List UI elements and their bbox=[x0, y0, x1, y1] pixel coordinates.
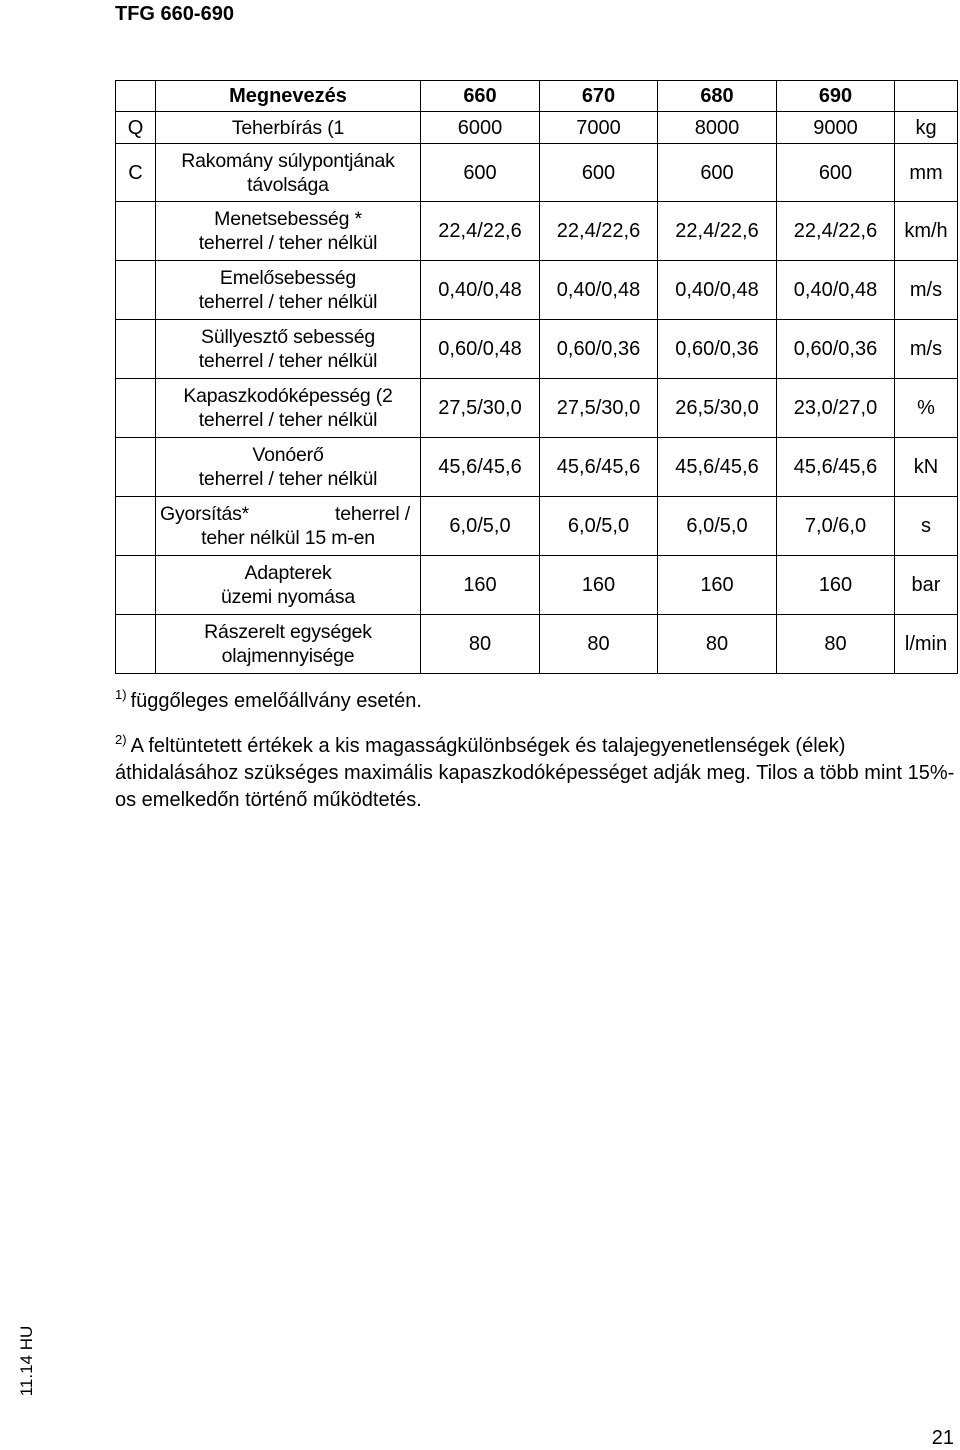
row-value: 600 bbox=[421, 144, 540, 202]
row-value: 22,4/22,6 bbox=[777, 202, 895, 261]
row-value: 22,4/22,6 bbox=[658, 202, 777, 261]
row-unit: % bbox=[895, 379, 958, 438]
row-value: 6,0/5,0 bbox=[421, 497, 540, 556]
row-code: Q bbox=[116, 112, 156, 144]
table-row bbox=[116, 112, 958, 144]
row-value: 0,60/0,48 bbox=[421, 320, 540, 379]
row-code bbox=[116, 556, 156, 615]
row-value: 600 bbox=[540, 144, 658, 202]
row-value: 7,0/6,0 bbox=[777, 497, 895, 556]
row-label bbox=[156, 556, 421, 615]
row-value: 160 bbox=[540, 556, 658, 615]
row-value: 9000 bbox=[777, 112, 895, 144]
row-label bbox=[156, 379, 421, 438]
document-code: 11.14 HU bbox=[17, 1325, 36, 1397]
footnote bbox=[115, 733, 960, 814]
row-unit: l/min bbox=[895, 615, 958, 674]
row-label-line: Adapterek bbox=[244, 562, 332, 584]
table-row bbox=[116, 497, 958, 556]
row-label-line: Menetsebesség * bbox=[214, 208, 362, 230]
row-value: 0,60/0,36 bbox=[658, 320, 777, 379]
header-model: 670 bbox=[540, 81, 658, 112]
row-label-line: Rászerelt egységek bbox=[204, 621, 372, 643]
row-label-line: teherrel / teher nélkül bbox=[198, 468, 378, 490]
row-value: 7000 bbox=[540, 112, 658, 144]
row-label-line: teherrel / teher nélkül bbox=[198, 409, 378, 431]
row-value: 80 bbox=[421, 615, 540, 674]
row-value: 6,0/5,0 bbox=[540, 497, 658, 556]
row-value: 80 bbox=[777, 615, 895, 674]
row-value: 22,4/22,6 bbox=[540, 202, 658, 261]
header-model: 690 bbox=[777, 81, 895, 112]
row-value: 26,5/30,0 bbox=[658, 379, 777, 438]
row-label-line: üzemi nyomása bbox=[221, 586, 355, 608]
row-value: 0,60/0,36 bbox=[540, 320, 658, 379]
table-row bbox=[116, 202, 958, 261]
row-value: 160 bbox=[421, 556, 540, 615]
table-row bbox=[116, 379, 958, 438]
row-value: 600 bbox=[777, 144, 895, 202]
row-label-line: Teherbírás (1 bbox=[231, 116, 345, 139]
table-header-row bbox=[116, 81, 958, 112]
row-label-line: távolsága bbox=[247, 173, 329, 196]
footnote-text: A feltüntetett értékek a kis magasságkülönbségek és talajegyenetlenségek (élek) áthidalásához szükséges maximális kapaszkodóképességet adják meg. Tilos a több mint 15%-os emelkedőn történő működtetés. bbox=[115, 735, 955, 811]
row-value: 45,6/45,6 bbox=[777, 438, 895, 497]
row-label-line: teherrel / teher nélkül bbox=[198, 232, 378, 254]
row-value: 0,40/0,48 bbox=[421, 261, 540, 320]
row-unit: m/s bbox=[895, 320, 958, 379]
row-unit: bar bbox=[895, 556, 958, 615]
row-label-line: teher nélkül 15 m-en bbox=[201, 527, 375, 549]
row-unit: mm bbox=[895, 144, 958, 202]
row-unit: m/s bbox=[895, 261, 958, 320]
header-unit-cell bbox=[895, 81, 958, 112]
row-value: 600 bbox=[658, 144, 777, 202]
row-value: 23,0/27,0 bbox=[777, 379, 895, 438]
row-value: 0,40/0,48 bbox=[658, 261, 777, 320]
row-value: 27,5/30,0 bbox=[540, 379, 658, 438]
table-row bbox=[116, 261, 958, 320]
row-label-line: Emelősebesség bbox=[219, 267, 357, 289]
row-label-line bbox=[156, 502, 420, 526]
row-label-part: Gyorsítás* bbox=[160, 503, 250, 525]
header-model: 660 bbox=[421, 81, 540, 112]
technical-data-table bbox=[115, 80, 958, 674]
row-code bbox=[116, 438, 156, 497]
row-value: 45,6/45,6 bbox=[421, 438, 540, 497]
footnote-text: függőleges emelőállvány esetén. bbox=[130, 690, 422, 712]
row-label-line: Vonóerő bbox=[252, 444, 324, 466]
row-label bbox=[156, 144, 421, 202]
row-label-line: Süllyesztő sebesség bbox=[201, 326, 375, 348]
row-code bbox=[116, 261, 156, 320]
row-code bbox=[116, 615, 156, 674]
row-code bbox=[116, 497, 156, 556]
row-value: 80 bbox=[540, 615, 658, 674]
row-value: 22,4/22,6 bbox=[421, 202, 540, 261]
row-value: 6000 bbox=[421, 112, 540, 144]
row-code bbox=[116, 320, 156, 379]
row-value: 0,60/0,36 bbox=[777, 320, 895, 379]
row-value: 8000 bbox=[658, 112, 777, 144]
footnote-mark: 2) bbox=[115, 732, 127, 747]
header-label: Megnevezés bbox=[156, 81, 421, 112]
row-unit: s bbox=[895, 497, 958, 556]
header-model: 680 bbox=[658, 81, 777, 112]
footnote bbox=[115, 688, 422, 715]
table-row bbox=[116, 320, 958, 379]
row-label bbox=[156, 320, 421, 379]
page-number: 21 bbox=[931, 1427, 954, 1449]
row-value: 27,5/30,0 bbox=[421, 379, 540, 438]
row-label bbox=[156, 438, 421, 497]
row-unit: kN bbox=[895, 438, 958, 497]
row-value: 160 bbox=[658, 556, 777, 615]
row-label bbox=[156, 112, 421, 144]
row-code bbox=[116, 202, 156, 261]
table-row bbox=[116, 615, 958, 674]
row-value: 160 bbox=[777, 556, 895, 615]
row-unit: kg bbox=[895, 112, 958, 144]
row-label bbox=[156, 202, 421, 261]
table-row bbox=[116, 556, 958, 615]
row-value: 6,0/5,0 bbox=[658, 497, 777, 556]
page-title: TFG 660-690 bbox=[115, 3, 234, 25]
row-value: 80 bbox=[658, 615, 777, 674]
row-label bbox=[156, 615, 421, 674]
row-value: 0,40/0,48 bbox=[540, 261, 658, 320]
row-value: 45,6/45,6 bbox=[540, 438, 658, 497]
row-label-line: teherrel / teher nélkül bbox=[198, 350, 378, 372]
row-value: 45,6/45,6 bbox=[658, 438, 777, 497]
table-row bbox=[116, 438, 958, 497]
row-label-line: teherrel / teher nélkül bbox=[198, 291, 378, 313]
row-value: 0,40/0,48 bbox=[777, 261, 895, 320]
row-label bbox=[156, 497, 421, 556]
header-code-cell bbox=[116, 81, 156, 112]
row-unit: km/h bbox=[895, 202, 958, 261]
row-label-part: teherrel / bbox=[335, 503, 410, 525]
row-label bbox=[156, 261, 421, 320]
table-row bbox=[116, 144, 958, 202]
footnote-mark: 1) bbox=[115, 687, 127, 702]
row-label-line: Kapaszkodóképesség (2 bbox=[183, 385, 393, 407]
row-label-line: Rakomány súlypontjának bbox=[181, 149, 395, 172]
row-code: C bbox=[116, 144, 156, 202]
row-label-line: olajmennyisége bbox=[221, 645, 355, 667]
row-code bbox=[116, 379, 156, 438]
